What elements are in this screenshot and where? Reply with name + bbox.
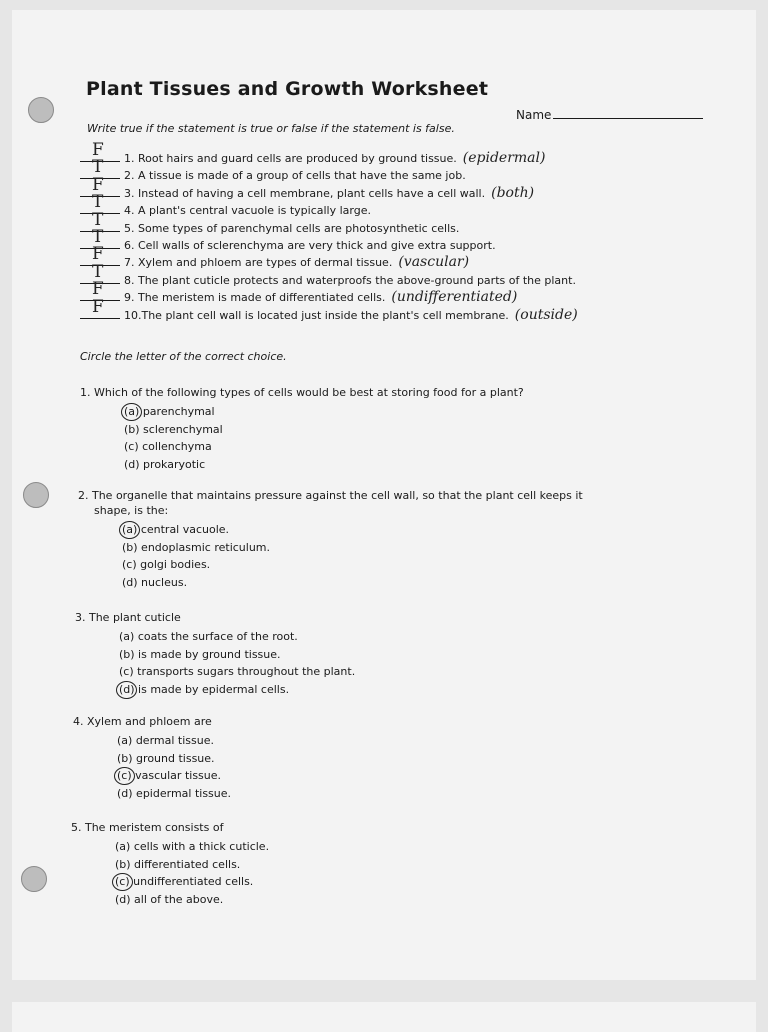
answer-circle <box>119 521 140 539</box>
punch-hole-bottom <box>21 866 47 892</box>
answer-option[interactable] <box>117 750 231 768</box>
handwritten-answer: F <box>92 140 104 160</box>
mc-question <box>80 385 524 473</box>
mc-question <box>78 488 583 591</box>
statement-text: 3. Instead of having a cell membrane, plant cells have a cell wall. <box>124 186 486 200</box>
question-text: 1. Which of the following types of cells would be best at storing food for a plant? <box>80 386 524 399</box>
answer-option[interactable] <box>124 403 524 421</box>
option-text: (d) epidermal tissue. <box>117 786 232 800</box>
handwritten-answer: T <box>92 157 104 178</box>
option-text: (c) golgi bodies. <box>122 558 211 571</box>
handwritten-correction: (both) <box>491 184 535 201</box>
mc-question <box>71 820 269 908</box>
answer-option[interactable] <box>122 539 583 557</box>
statement-text: 8. The plant cuticle protects and waterproofs the above-ground parts of the plant. <box>124 273 576 287</box>
statement-text: 5. Some types of parenchymal cells are photosynthetic cells. <box>124 221 460 235</box>
question-stem <box>73 714 231 729</box>
option-text: (c) undifferentiated cells. <box>115 875 254 888</box>
handwritten-correction: (undifferentiated) <box>391 289 518 306</box>
answer-option[interactable] <box>124 421 524 439</box>
punch-hole-middle <box>23 482 49 508</box>
question-text: 3. The plant cuticle <box>75 611 181 624</box>
option-text: (a) central vacuole. <box>122 523 230 536</box>
answer-option[interactable] <box>122 574 583 592</box>
answer-option[interactable] <box>119 681 355 699</box>
answer-circle <box>121 403 142 421</box>
answer-blank[interactable] <box>80 296 120 319</box>
option-text: (d) nucleus. <box>122 575 188 589</box>
handwritten-correction: (epidermal) <box>462 150 546 166</box>
mc-question <box>75 610 355 698</box>
statement-text: 1. Root hairs and guard cells are produced by ground tissue. <box>124 152 457 165</box>
statement-text: 7. Xylem and phloem are types of dermal tissue. <box>124 256 393 270</box>
option-text: (a) cells with a thick cuticle. <box>115 840 270 853</box>
answer-circle <box>112 873 133 891</box>
mc-instruction: Circle the letter of the correct choice. <box>80 350 287 363</box>
statement-text: 6. Cell walls of sclerenchyma are very thick and give extra support. <box>124 238 496 252</box>
handwritten-correction: (outside) <box>514 306 578 323</box>
tf-item <box>80 140 640 167</box>
answer-circle <box>116 681 137 699</box>
page-title: Plant Tissues and Growth Worksheet <box>86 78 489 100</box>
statement-text: 9. The meristem is made of differentiated cells. <box>124 291 386 305</box>
option-text: (a) coats the surface of the root. <box>119 630 298 643</box>
answer-option[interactable] <box>117 767 231 785</box>
question-text-cont: shape, is the: <box>94 504 169 517</box>
punch-hole-top <box>28 97 54 123</box>
handwritten-answer: T <box>92 209 104 230</box>
handwritten-correction: (vascular) <box>398 254 470 271</box>
answer-option[interactable] <box>124 456 524 474</box>
answer-option[interactable] <box>122 521 583 539</box>
next-page-edge <box>12 1002 756 1032</box>
question-text: 2. The organelle that maintains pressure against the cell wall, so that the plant cell keeps it <box>78 489 583 502</box>
statement-text: 2. A tissue is made of a group of cells that have the same job. <box>124 169 466 183</box>
answer-option[interactable] <box>119 628 355 646</box>
answer-option[interactable] <box>115 838 269 856</box>
tf-instruction: Write true if the statement is true or false if the statement is false. <box>87 122 455 135</box>
option-text: (b) is made by ground tissue. <box>119 647 281 661</box>
handwritten-answer: T <box>92 192 104 213</box>
option-text: (d) is made by epidermal cells. <box>119 682 290 696</box>
option-text: (b) endoplasmic reticulum. <box>122 540 271 554</box>
option-text: (a) dermal tissue. <box>117 734 214 747</box>
option-text: (d) prokaryotic <box>124 457 206 471</box>
question-text: 4. Xylem and phloem are <box>73 715 212 728</box>
true-false-section <box>80 140 640 324</box>
answer-circle <box>114 767 135 785</box>
question-stem <box>75 610 355 625</box>
answer-option[interactable] <box>119 663 355 681</box>
statement-text: 10.The plant cell wall is located just inside the plant's cell membrane. <box>124 308 509 322</box>
mc-question <box>73 714 231 802</box>
answer-option[interactable] <box>115 873 269 891</box>
answer-option[interactable] <box>122 556 583 574</box>
name-field[interactable] <box>516 108 703 122</box>
handwritten-answer: F <box>92 296 104 317</box>
statement-text: 4. A plant's central vacuole is typically large. <box>124 204 371 218</box>
option-text: (b) ground tissue. <box>117 751 215 765</box>
option-text: (c) vascular tissue. <box>117 769 222 782</box>
answer-option[interactable] <box>124 438 524 456</box>
answer-option[interactable] <box>117 732 231 750</box>
handwritten-answer: F <box>92 174 104 195</box>
question-stem <box>80 385 524 400</box>
handwritten-answer: T <box>92 226 104 247</box>
question-stem <box>71 820 269 835</box>
option-text: (a) parenchymal <box>124 405 215 418</box>
answer-option[interactable] <box>115 891 269 909</box>
answer-option[interactable] <box>117 785 231 803</box>
name-line[interactable] <box>553 118 703 119</box>
answer-option[interactable] <box>119 646 355 664</box>
option-text: (b) differentiated cells. <box>115 857 241 871</box>
question-stem <box>78 488 583 518</box>
handwritten-answer: F <box>92 279 104 300</box>
option-text: (c) transports sugars throughout the plant. <box>119 665 356 678</box>
handwritten-answer: F <box>92 244 104 265</box>
option-text: (d) all of the above. <box>115 892 224 906</box>
question-text: 5. The meristem consists of <box>71 821 224 834</box>
option-text: (b) sclerenchymal <box>124 422 223 436</box>
option-text: (c) collenchyma <box>124 440 212 453</box>
answer-option[interactable] <box>115 856 269 874</box>
handwritten-answer: T <box>92 261 104 282</box>
name-label: Name <box>516 108 552 122</box>
